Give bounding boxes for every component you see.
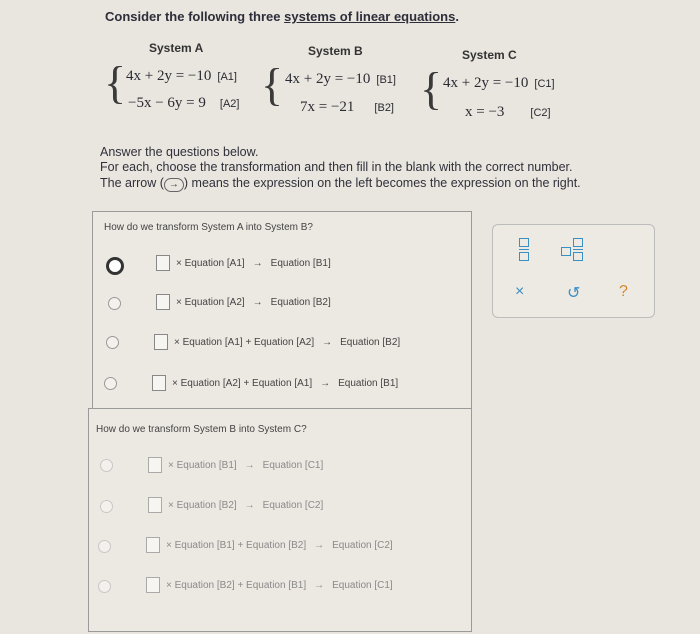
q1-option-3-radio[interactable] bbox=[106, 336, 119, 349]
q2-option-1-result: Equation [C1] bbox=[262, 459, 324, 471]
q2-option-4 bbox=[146, 577, 393, 593]
system-a-eq1 bbox=[126, 68, 237, 85]
q2-option-2-arrow: → bbox=[244, 499, 255, 511]
system-b-eq1 bbox=[285, 71, 396, 88]
question-1-prompt: How do we transform System A into System B? bbox=[104, 222, 313, 233]
system-b-title: System B bbox=[308, 44, 363, 58]
tag-b1: [B1] bbox=[376, 74, 396, 86]
question-2-panel bbox=[88, 408, 472, 632]
system-a-title: System A bbox=[149, 41, 204, 55]
tag-c1: [C1] bbox=[534, 78, 555, 90]
q1-option-4-arrow: → bbox=[320, 377, 331, 389]
mixed-number-icon[interactable] bbox=[573, 238, 583, 261]
system-a-eq2 bbox=[128, 95, 239, 112]
q1-option-4-blank[interactable] bbox=[152, 375, 166, 391]
arrow-symbol: → bbox=[164, 178, 184, 192]
system-b-eq2 bbox=[300, 99, 394, 116]
mixed-number-box-icon bbox=[561, 242, 571, 256]
q2-option-3-text: × Equation [B1] + Equation [B2] bbox=[166, 539, 307, 551]
q2-option-4-radio[interactable] bbox=[98, 580, 111, 593]
q2-option-1-radio[interactable] bbox=[100, 459, 113, 472]
q2-option-4-blank[interactable] bbox=[146, 577, 160, 593]
system-c-eq2 bbox=[465, 104, 551, 121]
instructions-line3-a: The arrow ( bbox=[100, 176, 164, 190]
eq-b2: 7x = −21 bbox=[300, 99, 355, 115]
q1-option-2-blank[interactable] bbox=[156, 294, 170, 310]
tag-a2: [A2] bbox=[219, 98, 240, 110]
q2-option-4-text: × Equation [B2] + Equation [B1] bbox=[166, 579, 307, 591]
q1-option-1-text: × Equation [A1] bbox=[176, 257, 245, 269]
q1-option-2-text: × Equation [A2] bbox=[176, 296, 245, 308]
q1-option-1-blank[interactable] bbox=[156, 255, 170, 271]
q1-option-1 bbox=[156, 255, 331, 271]
q1-option-3-arrow: → bbox=[322, 336, 333, 348]
tag-b2: [B2] bbox=[374, 102, 394, 114]
q2-option-2 bbox=[148, 497, 323, 513]
q2-option-4-result: Equation [C1] bbox=[332, 579, 393, 591]
brace-b: { bbox=[261, 59, 284, 110]
question-2-prompt: How do we transform System B into System C? bbox=[96, 424, 307, 435]
eq-a1: 4x + 2y = −10 bbox=[126, 68, 212, 84]
intro-suffix: . bbox=[455, 9, 459, 24]
q2-option-2-blank[interactable] bbox=[148, 497, 162, 513]
q2-option-1-text: × Equation [B1] bbox=[168, 459, 237, 471]
intro-text bbox=[105, 9, 459, 24]
clear-button[interactable]: × bbox=[515, 283, 525, 300]
q1-option-1-arrow: → bbox=[252, 257, 263, 269]
brace-a: { bbox=[104, 57, 127, 108]
q1-option-3-blank[interactable] bbox=[154, 334, 168, 350]
intro-link[interactable]: systems of linear equations bbox=[284, 9, 456, 24]
q2-option-4-arrow: → bbox=[314, 579, 325, 591]
eq-c1: 4x + 2y = −10 bbox=[443, 75, 529, 91]
q1-option-4-result: Equation [B1] bbox=[338, 377, 399, 389]
eq-c2: x = −3 bbox=[465, 104, 505, 120]
q2-option-1-arrow: → bbox=[244, 459, 255, 471]
q2-option-3-blank[interactable] bbox=[146, 537, 160, 553]
eq-b1: 4x + 2y = −10 bbox=[285, 71, 371, 87]
intro-prefix: Consider the following three bbox=[105, 9, 285, 24]
q1-option-3-text: × Equation [A1] + Equation [A2] bbox=[174, 336, 315, 348]
q1-option-3 bbox=[154, 334, 400, 350]
tag-c2: [C2] bbox=[530, 107, 551, 119]
q2-option-3 bbox=[146, 537, 393, 553]
instructions-line3-b: ) means the expression on the left becomes the expression on the right. bbox=[183, 176, 581, 190]
q2-option-1 bbox=[148, 457, 323, 473]
q2-option-1-blank[interactable] bbox=[148, 457, 162, 473]
undo-button[interactable]: ↺ bbox=[567, 285, 581, 302]
instructions-line1: Answer the questions below. bbox=[100, 145, 259, 159]
system-c-eq1 bbox=[443, 75, 555, 92]
q1-option-1-radio[interactable] bbox=[106, 257, 124, 275]
q1-option-4 bbox=[152, 375, 398, 391]
q2-option-2-radio[interactable] bbox=[100, 500, 113, 513]
tag-a1: [A1] bbox=[217, 71, 237, 83]
system-c-title: System C bbox=[462, 48, 517, 62]
instructions-line3 bbox=[100, 176, 581, 192]
q2-option-2-result: Equation [C2] bbox=[262, 499, 324, 511]
q2-option-3-arrow: → bbox=[314, 539, 325, 551]
help-button[interactable]: ? bbox=[619, 283, 628, 300]
q2-option-3-radio[interactable] bbox=[98, 540, 111, 553]
q1-option-4-text: × Equation [A2] + Equation [A1] bbox=[172, 377, 313, 389]
brace-c: { bbox=[420, 63, 443, 114]
q2-option-2-text: × Equation [B2] bbox=[168, 499, 237, 511]
instructions-line2: For each, choose the transformation and then fill in the blank with the correct number. bbox=[100, 160, 573, 174]
q1-option-2-radio[interactable] bbox=[108, 297, 121, 310]
q1-option-2-result: Equation [B2] bbox=[270, 296, 331, 308]
q1-option-3-result: Equation [B2] bbox=[340, 336, 401, 348]
math-toolbar bbox=[492, 224, 655, 318]
eq-a2: −5x − 6y = 9 bbox=[128, 95, 206, 111]
q1-option-2 bbox=[156, 294, 331, 310]
q1-option-2-arrow: → bbox=[252, 296, 263, 308]
q1-option-1-result: Equation [B1] bbox=[270, 257, 331, 269]
q1-option-4-radio[interactable] bbox=[104, 377, 117, 390]
q2-option-3-result: Equation [C2] bbox=[332, 539, 393, 551]
fraction-icon[interactable] bbox=[519, 238, 529, 261]
